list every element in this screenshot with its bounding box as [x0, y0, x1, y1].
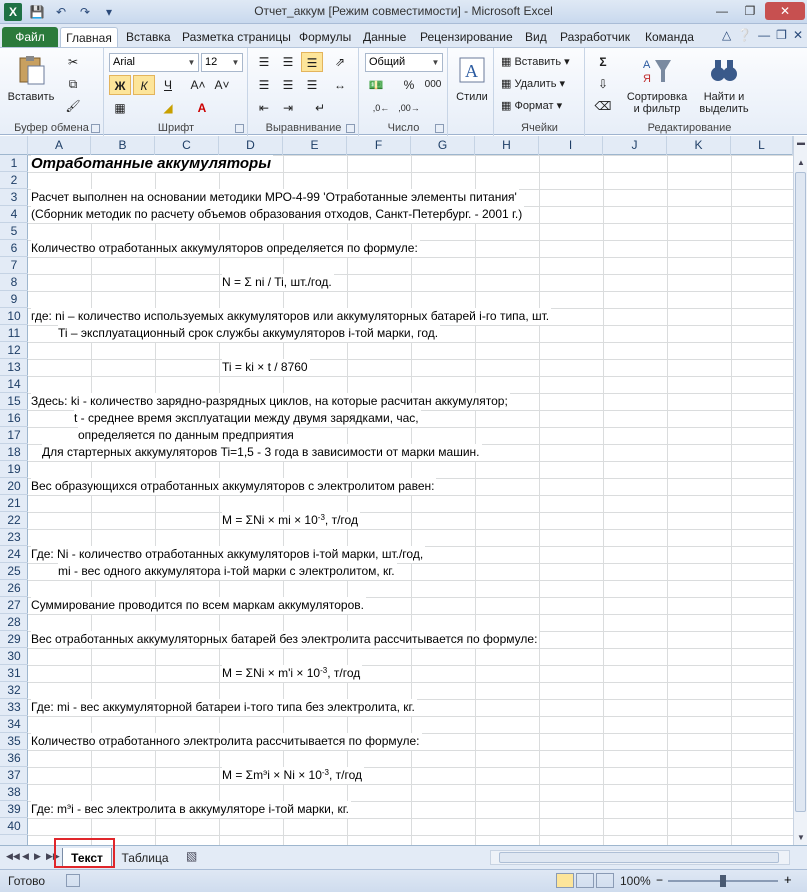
formula-text: M = ΣNi × mi × 10 — [222, 513, 318, 527]
chevron-down-icon: ▼ — [231, 58, 240, 67]
row-header[interactable]: 8 — [0, 274, 28, 291]
insert-cells-button[interactable]: ▦ Вставить ▾ — [501, 56, 570, 68]
find-select-button[interactable] — [692, 54, 756, 115]
tab-view[interactable]: Вид — [525, 30, 547, 44]
row-header[interactable]: 33 — [0, 699, 28, 716]
italic-button[interactable]: К — [133, 75, 155, 95]
zoom-slider[interactable] — [668, 880, 778, 882]
undo-icon[interactable]: ↶ — [55, 4, 67, 19]
cell-text-tail: i - вес электролита в аккумуляторе i-той марки, кг. — [71, 802, 349, 816]
format-cells-button[interactable]: ▦ Формат ▾ — [501, 100, 563, 112]
row-header[interactable]: 16 — [0, 410, 28, 427]
number-group — [360, 48, 448, 136]
formula-superscript: э — [263, 768, 268, 777]
insert-cells-label: Вставить — [514, 56, 562, 68]
orientation-icon[interactable]: ⇗ — [334, 55, 346, 69]
svg-text:A: A — [465, 61, 478, 81]
row-header[interactable]: 39 — [0, 801, 28, 818]
row-header[interactable]: 32 — [0, 682, 28, 699]
fill-color-icon[interactable]: ◢ — [163, 101, 173, 115]
row-header[interactable]: 18 — [0, 444, 28, 461]
row-header[interactable]: 20 — [0, 478, 28, 495]
sort-label: Сортировка — [626, 91, 688, 103]
row-header[interactable]: 36 — [0, 750, 28, 767]
format-cells-label: Формат — [514, 100, 554, 112]
zoom-slider-knob[interactable] — [720, 875, 726, 887]
formula-text: M = ΣNi × m'i × 10 — [222, 666, 321, 680]
doc-minimize-icon[interactable]: — — [758, 28, 771, 42]
cell-a10[interactable]: где: ni – количество используемых аккумуляторов или аккумуляторных батарей i-го типа, шт. — [31, 309, 550, 323]
cell-a4[interactable]: (Сборник методик по расчету объемов образования отходов, Санкт-Петербург. - 2001 г.) — [31, 207, 523, 221]
sheet-tab[interactable]: Таблица — [121, 851, 169, 865]
cells-group-label: Ячейки — [521, 122, 558, 134]
font-group — [105, 48, 248, 136]
formula-superscript: -3 — [317, 513, 325, 522]
font-color-icon[interactable]: A — [197, 101, 207, 115]
row-header[interactable]: 23 — [0, 529, 28, 546]
formula-unit: , т/год — [329, 768, 363, 782]
row-header[interactable]: 5 — [0, 223, 28, 240]
sort-filter-button[interactable] — [622, 54, 692, 115]
paste-label: Вставить — [7, 91, 55, 103]
font-name-combo[interactable] — [109, 53, 199, 72]
delete-cells-icon: ▦ — [501, 78, 515, 90]
cell-a11[interactable]: Ti – эксплуатационный срок службы аккумуляторов i-той марки, год. — [58, 326, 439, 340]
row-header[interactable]: 30 — [0, 648, 28, 665]
chevron-down-icon: ▼ — [431, 58, 440, 67]
editing-group — [586, 48, 793, 136]
cell-a27[interactable]: Суммирование проводится по всем маркам аккумуляторов. — [31, 598, 364, 612]
restore-button[interactable]: ❐ — [744, 4, 756, 18]
row-header[interactable]: 6 — [0, 240, 28, 257]
wrap-text-icon[interactable]: ↵ — [314, 101, 326, 115]
help-icon[interactable]: ❔ — [737, 28, 753, 42]
last-sheet-icon[interactable]: ▶▶ — [46, 851, 60, 861]
tab-team[interactable]: Команда — [645, 30, 694, 44]
row-header[interactable]: 38 — [0, 784, 28, 801]
column-header[interactable]: D — [219, 136, 283, 155]
title-bar — [0, 0, 807, 24]
align-middle-icon[interactable]: ☰ — [282, 55, 294, 69]
page-break-view-icon[interactable] — [596, 873, 614, 888]
tab-data[interactable]: Данные — [363, 30, 407, 44]
styles-label: Стили — [456, 91, 488, 103]
row-header[interactable]: 37 — [0, 767, 28, 784]
format-cells-icon: ▦ — [501, 100, 515, 112]
formula-unit: , т/год — [324, 513, 358, 527]
styles-button[interactable] — [452, 54, 492, 103]
formula-text: M = Σm — [222, 768, 264, 782]
cell-a33[interactable]: Где: mi - вес аккумуляторной батареи i-того типа без электролита, кг. — [31, 700, 415, 714]
font-launcher-icon[interactable] — [235, 124, 244, 133]
gridline — [475, 155, 476, 845]
doc-restore-icon[interactable]: ❐ — [776, 28, 787, 42]
increase-decimal-icon[interactable]: ,0← — [372, 103, 390, 113]
row-header[interactable]: 25 — [0, 563, 28, 580]
cell-a3[interactable]: Расчет выполнен на основании методики МРО-4-99 'Отработанные элементы питания' — [31, 190, 517, 204]
editing-group-label: Редактирование — [647, 122, 732, 134]
clipboard-launcher-icon[interactable] — [91, 124, 100, 133]
row-header[interactable]: 21 — [0, 495, 28, 512]
vertical-scrollbar[interactable] — [793, 136, 807, 845]
formula-unit: , т/год — [327, 666, 361, 680]
row-header[interactable]: 22 — [0, 512, 28, 529]
number-group-label: Число — [387, 122, 420, 134]
collapse-ribbon-icon[interactable]: △ — [721, 28, 732, 42]
page-layout-view-icon[interactable] — [576, 873, 594, 888]
row-header[interactable]: 27 — [0, 597, 28, 614]
chevron-down-icon: ▼ — [187, 58, 196, 67]
alignment-launcher-icon[interactable] — [346, 124, 355, 133]
cell-d37[interactable] — [222, 767, 364, 784]
cell-d8[interactable]: N = Σ ni / Ti, шт./год. — [222, 275, 332, 289]
zoom-out-icon[interactable]: − — [656, 873, 664, 887]
column-header[interactable]: L — [731, 136, 793, 155]
split-handle-icon[interactable]: ▬ — [797, 138, 805, 147]
clear-icon[interactable]: ⌫ — [594, 99, 612, 113]
select-all-corner[interactable] — [0, 136, 28, 155]
formula-superscript: -3 — [320, 666, 328, 675]
macro-record-icon[interactable] — [66, 874, 80, 887]
tab-formulas[interactable]: Формулы — [299, 30, 352, 44]
row-header[interactable]: 28 — [0, 614, 28, 631]
cell-a25[interactable]: mi - вес одного аккумулятора i-той марки с электролитом, кг. — [58, 564, 395, 578]
row-header[interactable]: 24 — [0, 546, 28, 563]
row-header[interactable]: 12 — [0, 342, 28, 359]
row-header[interactable]: 40 — [0, 818, 28, 835]
cell-a29[interactable]: Вес отработанных аккумуляторных батарей без электролита рассчитывается по формуле: — [31, 632, 538, 646]
tab-review[interactable]: Рецензирование — [420, 30, 513, 44]
align-top-icon[interactable]: ☰ — [258, 55, 270, 69]
align-center-icon[interactable]: ☰ — [282, 78, 294, 92]
row-header[interactable]: 34 — [0, 716, 28, 733]
row-header[interactable]: 29 — [0, 631, 28, 648]
row-header[interactable]: 1 — [0, 155, 28, 172]
vertical-scroll-thumb[interactable] — [795, 172, 806, 812]
ribbon — [0, 47, 807, 135]
font-group-label: Шрифт — [157, 122, 195, 134]
normal-view-icon[interactable] — [556, 873, 574, 888]
tab-file[interactable]: Файл — [2, 27, 58, 48]
cell-text: Где: m — [31, 802, 68, 816]
cell-a6[interactable]: Количество отработанных аккумуляторов определяется по формуле: — [31, 241, 418, 255]
copy-icon[interactable]: ⧉ — [68, 77, 78, 91]
row-header[interactable]: 19 — [0, 461, 28, 478]
paste-button[interactable] — [6, 54, 56, 103]
font-name-value: Arial — [113, 56, 136, 68]
shrink-font-icon[interactable]: A˅ — [214, 78, 230, 92]
column-header[interactable]: K — [667, 136, 731, 155]
column-header[interactable]: J — [603, 136, 667, 155]
bold-button[interactable]: Ж — [109, 75, 131, 95]
scroll-up-icon[interactable]: ▲ — [797, 158, 805, 167]
find-label-2: выделить — [699, 103, 749, 115]
row-header[interactable]: 26 — [0, 580, 28, 597]
font-size-combo[interactable] — [201, 53, 243, 72]
sort-label-2: и фильтр — [633, 103, 681, 115]
gridline — [667, 155, 668, 845]
first-sheet-icon[interactable]: ◀◀ — [6, 851, 20, 861]
cells-group — [495, 48, 585, 136]
tab-developer[interactable]: Разработчик — [560, 30, 630, 44]
align-bottom-icon[interactable]: ☰ — [301, 52, 323, 72]
row-header[interactable]: 31 — [0, 665, 28, 682]
row-header[interactable]: 15 — [0, 393, 28, 410]
find-label: Найти и — [703, 91, 745, 103]
cell-a16[interactable]: t - среднее время эксплуатации между двумя зарядками, час, — [74, 411, 419, 425]
row-header[interactable]: 10 — [0, 308, 28, 325]
cell-a15[interactable]: Здесь: ki - количество зарядно-разрядных циклов, на которые расчитан аккумулятор; — [31, 394, 508, 408]
svg-text:А: А — [643, 59, 651, 71]
autosum-icon[interactable]: Σ — [599, 55, 607, 69]
worksheet-grid[interactable] — [28, 155, 793, 845]
column-header[interactable]: H — [475, 136, 539, 155]
font-size-value: 12 — [205, 56, 218, 68]
decrease-decimal-icon[interactable]: ,00→ — [398, 103, 420, 113]
currency-icon[interactable]: 💵 — [368, 78, 384, 92]
row-header[interactable]: 13 — [0, 359, 28, 376]
row-header[interactable]: 17 — [0, 427, 28, 444]
delete-cells-button[interactable]: ▦ Удалить ▾ — [501, 78, 566, 90]
insert-cells-icon: ▦ — [501, 56, 515, 68]
tab-home[interactable]: Главная — [60, 27, 118, 49]
row-header[interactable]: 3 — [0, 189, 28, 206]
gridline — [603, 155, 604, 845]
customize-qat-icon[interactable]: ▾ — [105, 4, 113, 19]
cell-a20[interactable]: Вес образующихся отработанных аккумуляторов с электролитом равен: — [31, 479, 435, 493]
next-sheet-icon[interactable]: ▶ — [34, 851, 41, 861]
cell-a24[interactable]: Где: Ni - количество отработанных аккумуляторов i-той марки, шт./год, — [31, 547, 424, 561]
cell-a18[interactable]: Для стартерных аккумуляторов Ti=1,5 - 3 года в зависимости от марки машин. — [42, 445, 480, 459]
borders-icon[interactable]: ▦ — [114, 101, 126, 115]
horizontal-scroll-thumb[interactable] — [499, 852, 779, 863]
decrease-indent-icon[interactable]: ⇤ — [258, 101, 270, 115]
cell-a1-heading[interactable]: Отработанные аккумуляторы — [31, 155, 272, 172]
column-header[interactable]: C — [155, 136, 219, 155]
percent-button[interactable]: % — [403, 78, 415, 92]
column-header[interactable]: F — [347, 136, 411, 155]
excel-logo-icon[interactable]: X — [4, 3, 22, 21]
row-header[interactable]: 14 — [0, 376, 28, 393]
number-format-value: Общий — [369, 56, 406, 68]
column-header[interactable]: E — [283, 136, 347, 155]
styles-icon — [456, 54, 488, 86]
clipboard-group-label: Буфер обмена — [14, 122, 89, 134]
alignment-group-label: Выравнивание — [265, 122, 342, 134]
column-headers — [0, 136, 793, 155]
insert-sheet-icon[interactable]: ▧ — [186, 849, 198, 863]
align-left-icon[interactable]: ☰ — [258, 78, 270, 92]
row-header[interactable]: 7 — [0, 257, 28, 274]
cell-superscript: э — [67, 802, 72, 811]
cell-d22[interactable] — [222, 512, 360, 529]
format-painter-icon[interactable]: 🖌 — [65, 99, 81, 113]
zoom-in-icon[interactable]: + — [784, 872, 792, 887]
ribbon-tabs — [0, 24, 807, 48]
thousands-button[interactable]: 000 — [424, 79, 442, 90]
column-header[interactable]: B — [91, 136, 155, 155]
scroll-down-icon[interactable]: ▼ — [797, 833, 805, 842]
row-header[interactable]: 9 — [0, 291, 28, 308]
cell-a35[interactable]: Количество отработанного электролита рассчитывается по формуле: — [31, 734, 420, 748]
row-header[interactable]: 4 — [0, 206, 28, 223]
highlight-box — [54, 838, 115, 868]
status-bar — [0, 869, 807, 892]
doc-close-icon[interactable]: ✕ — [792, 28, 803, 42]
zoom-level[interactable]: 100% — [620, 874, 651, 888]
binoculars-icon — [708, 54, 740, 86]
fill-icon[interactable]: ⇩ — [597, 77, 609, 91]
delete-cells-label: Удалить — [514, 78, 557, 90]
number-launcher-icon[interactable] — [435, 124, 444, 133]
save-icon[interactable]: 💾 — [29, 4, 45, 19]
column-header[interactable]: A — [28, 136, 91, 155]
formula-superscript: -3 — [321, 768, 330, 777]
number-format-combo[interactable] — [365, 53, 443, 72]
sheet-tab-active[interactable]: Текст — [62, 848, 112, 868]
column-header[interactable]: I — [539, 136, 603, 155]
formula-text-mid: i × Ni × 10 — [267, 768, 322, 782]
cell-a39[interactable] — [31, 801, 351, 818]
horizontal-scrollbar[interactable] — [490, 850, 790, 865]
tab-insert[interactable]: Вставка — [126, 30, 171, 44]
tab-page-layout[interactable]: Разметка страницы — [182, 30, 291, 44]
window-title: Отчет_аккум [Режим совместимости] - Microsoft Excel — [254, 4, 553, 18]
styles-group — [449, 48, 494, 136]
increase-indent-icon[interactable]: ⇥ — [282, 101, 294, 115]
gridline — [731, 155, 732, 845]
prev-sheet-icon[interactable]: ◀ — [22, 851, 29, 861]
close-button[interactable]: ✕ — [765, 2, 805, 20]
merge-center-icon[interactable]: ↔ — [334, 78, 346, 92]
column-header[interactable]: G — [411, 136, 475, 155]
cell-a17[interactable]: определяется по данным предприятия — [78, 428, 294, 442]
sheet-tab-bar — [0, 845, 807, 869]
svg-text:Я: Я — [643, 73, 651, 85]
alignment-group — [249, 48, 359, 136]
minimize-button[interactable]: — — [716, 4, 728, 18]
gridline — [539, 155, 540, 845]
sort-filter-icon — [641, 54, 673, 86]
cell-d13[interactable]: Ti = ki × t / 8760 — [222, 360, 308, 374]
clipboard-group — [0, 48, 104, 136]
cell-d31[interactable] — [222, 665, 362, 682]
align-right-icon[interactable]: ☰ — [306, 78, 318, 92]
paste-icon — [15, 54, 47, 86]
row-header[interactable]: 11 — [0, 325, 28, 342]
grow-font-icon[interactable]: A˄ — [190, 78, 206, 92]
underline-button[interactable]: Ч — [164, 78, 172, 92]
row-header[interactable]: 2 — [0, 172, 28, 189]
redo-icon[interactable]: ↷ — [79, 4, 91, 19]
status-ready: Готово — [8, 874, 46, 888]
row-headers — [0, 155, 28, 845]
cut-icon[interactable]: ✂ — [67, 55, 79, 69]
row-header[interactable]: 35 — [0, 733, 28, 750]
